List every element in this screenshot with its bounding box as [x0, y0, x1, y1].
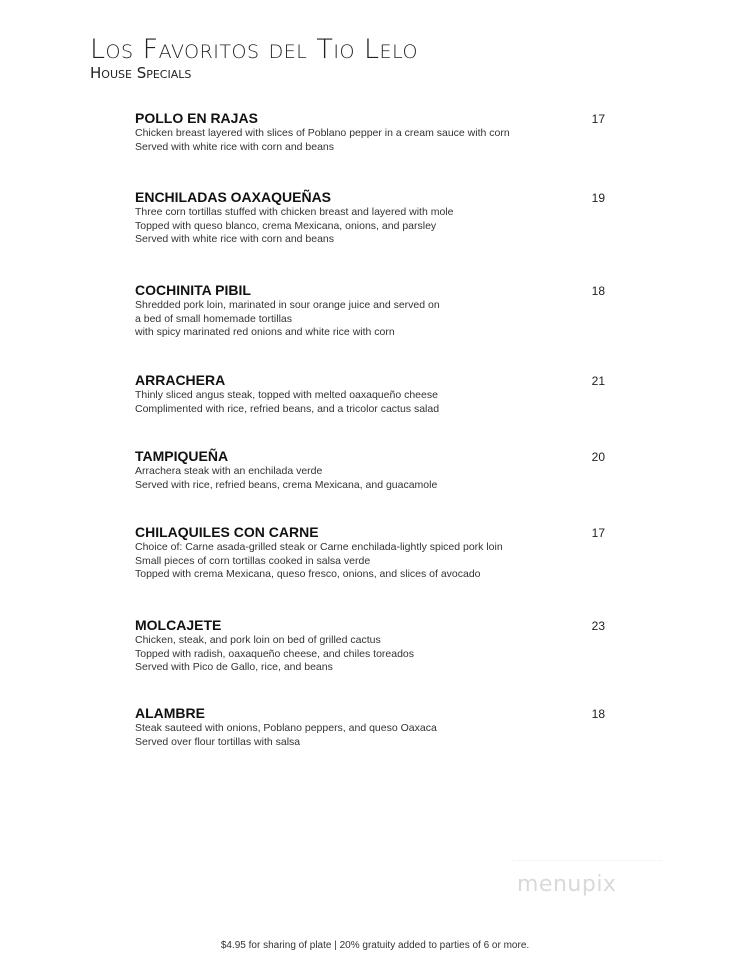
- item-description-line: Steak sauteed with onions, Poblano peppers, and queso Oaxaca: [135, 722, 437, 734]
- item-description-line: a bed of small homemade tortillas: [135, 312, 292, 325]
- menu-subtitle: House Specials: [90, 64, 192, 82]
- item-price: 17: [591, 526, 605, 540]
- menu-title: Los Favoritos del Tio Lelo: [90, 34, 418, 65]
- item-price: 18: [591, 284, 605, 298]
- item-description-line: Served over flour tortillas with salsa: [135, 735, 301, 748]
- item-name: POLLO EN RAJAS: [135, 110, 258, 126]
- item-description-line: Arrachera steak with an enchilada verde: [135, 465, 323, 477]
- item-description-line: Choice of: Carne asada-grilled steak or Carne enchilada-lightly spiced pork loin: [135, 541, 503, 553]
- item-description-line: Shredded pork loin, marinated in sour orange juice and served on: [135, 299, 440, 311]
- item-price: 20: [591, 450, 605, 464]
- menu-item: [135, 705, 605, 749]
- item-description-line: Served with white rice with corn and beans: [135, 140, 335, 153]
- item-description-line: with spicy marinated red onions and white rice with corn: [135, 326, 395, 338]
- item-name: MOLCAJETE: [135, 617, 222, 633]
- item-description-line: Topped with radish, oaxaqueño cheese, and chiles toreados: [135, 647, 415, 660]
- menu-item: [135, 189, 605, 247]
- item-description-line: Complimented with rice, refried beans, and a tricolor cactus salad: [135, 402, 440, 415]
- item-description-line: Topped with queso blanco, crema Mexicana, onions, and parsley: [135, 219, 437, 232]
- item-description-line: Served with Pico de Gallo, rice, and beans: [135, 661, 333, 673]
- menu-item: [135, 448, 605, 492]
- item-name: COCHINITA PIBIL: [135, 282, 251, 298]
- item-description-line: Chicken, steak, and pork loin on bed of grilled cactus: [135, 634, 381, 646]
- item-name: ALAMBRE: [135, 705, 205, 721]
- item-description-line: Chicken breast layered with slices of Poblano pepper in a cream sauce with corn: [135, 127, 510, 139]
- item-description-line: Served with rice, refried beans, crema Mexicana, and guacamole: [135, 478, 438, 491]
- item-description-line: Small pieces of corn tortillas cooked in salsa verde: [135, 554, 371, 567]
- menu-item: [135, 617, 605, 675]
- menupix-watermark: menupix: [517, 872, 617, 897]
- item-name: ENCHILADAS OAXAQUEÑAS: [135, 189, 332, 205]
- watermark-divider: [512, 860, 662, 862]
- menu-header: [90, 34, 418, 82]
- item-description-line: Three corn tortillas stuffed with chicken breast and layered with mole: [135, 206, 454, 218]
- item-price: 23: [591, 619, 605, 633]
- menu-item: [135, 524, 605, 582]
- item-price: 19: [591, 191, 605, 205]
- menu-item: [135, 282, 605, 340]
- item-description-line: Topped with crema Mexicana, queso fresco, onions, and slices of avocado: [135, 568, 481, 580]
- item-name: ARRACHERA: [135, 372, 226, 388]
- item-description-line: Served with white rice with corn and beans: [135, 233, 335, 245]
- item-name: TAMPIQUEÑA: [135, 448, 229, 464]
- item-price: 21: [591, 374, 605, 388]
- menu-item: [135, 372, 605, 416]
- item-name: CHILAQUILES CON CARNE: [135, 524, 319, 540]
- item-description-line: Thinly sliced angus steak, topped with melted oaxaqueño cheese: [135, 389, 438, 401]
- item-price: 18: [591, 707, 605, 721]
- menu-item: [135, 110, 605, 154]
- item-price: 17: [591, 112, 605, 126]
- footer-note: $4.95 for sharing of plate | 20% gratuity added to parties of 6 or more.: [220, 940, 530, 951]
